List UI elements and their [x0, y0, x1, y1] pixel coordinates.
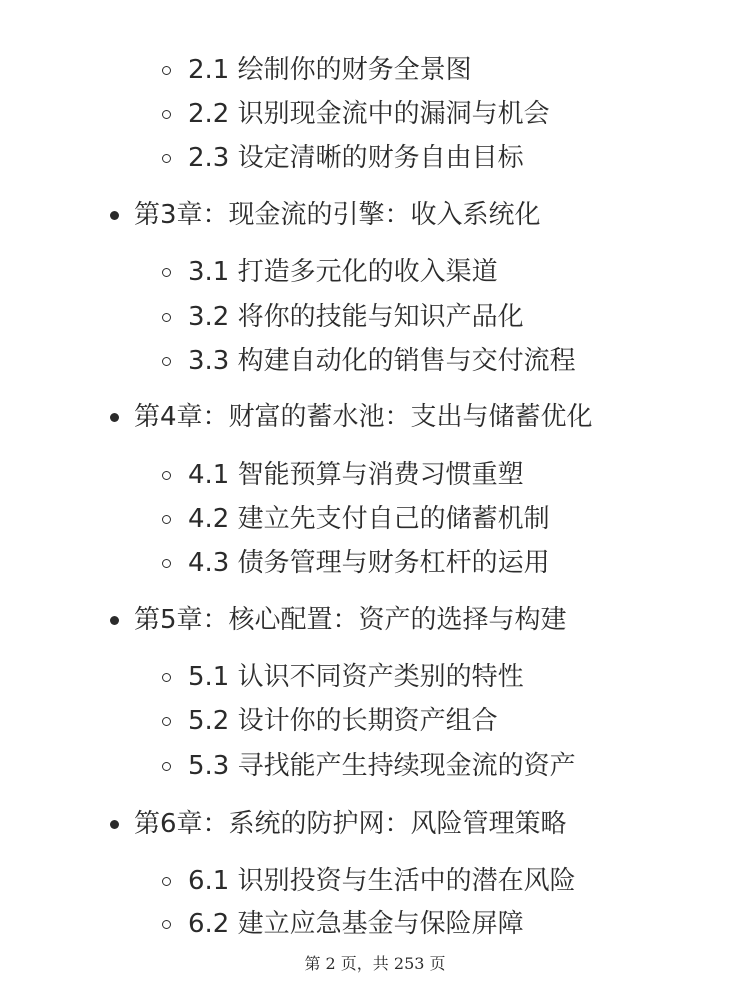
hollow-bullet-icon — [162, 357, 171, 366]
toc-section-3-3 — [188, 348, 576, 374]
toc-chapter-text: 第5章：核心配置：资产的选择与构建 — [134, 605, 567, 635]
hollow-bullet-icon — [162, 268, 171, 277]
toc-section-text: 6.1 识别投资与生活中的潜在风险 — [188, 866, 576, 896]
toc-section-5-3 — [188, 753, 576, 779]
toc-chapter-text: 第4章：财富的蓄水池：支出与储蓄优化 — [134, 402, 593, 432]
toc-section-2-2 — [188, 101, 550, 127]
toc-section-text: 6.2 建立应急基金与保险屏障 — [188, 909, 524, 939]
toc-section-2-1 — [188, 57, 472, 83]
toc-section-text: 3.2 将你的技能与知识产品化 — [188, 302, 524, 332]
hollow-bullet-icon — [162, 515, 171, 524]
toc-chapter-text: 第3章：现金流的引擎：收入系统化 — [134, 200, 541, 230]
toc-section-5-1 — [188, 664, 524, 690]
hollow-bullet-icon — [162, 559, 171, 568]
hollow-bullet-icon — [162, 762, 171, 771]
toc-section-6-2 — [188, 911, 524, 937]
toc-section-3-2 — [188, 304, 524, 330]
toc-section-text: 5.3 寻找能产生持续现金流的资产 — [188, 751, 576, 781]
toc-section-5-2 — [188, 708, 498, 734]
toc-section-4-2 — [188, 506, 550, 532]
hollow-bullet-icon — [162, 66, 171, 75]
toc-section-text: 4.2 建立先支付自己的储蓄机制 — [188, 504, 550, 534]
hollow-bullet-icon — [162, 471, 171, 480]
toc-section-text: 2.2 识别现金流中的漏洞与机会 — [188, 99, 550, 129]
solid-bullet-icon — [110, 413, 119, 422]
hollow-bullet-icon — [162, 313, 171, 322]
toc-chapter-text: 第6章：系统的防护网：风险管理策略 — [134, 809, 567, 839]
toc-section-6-1 — [188, 868, 576, 894]
toc-section-text: 4.3 债务管理与财务杠杆的运用 — [188, 548, 550, 578]
solid-bullet-icon — [110, 211, 119, 220]
toc-section-2-3 — [188, 145, 524, 171]
toc-section-4-1 — [188, 462, 524, 488]
hollow-bullet-icon — [162, 673, 171, 682]
toc-section-text: 2.3 设定清晰的财务自由目标 — [188, 143, 524, 173]
toc-section-text: 5.2 设计你的长期资产组合 — [188, 706, 498, 736]
toc-chapter-4 — [134, 404, 593, 430]
hollow-bullet-icon — [162, 110, 171, 119]
hollow-bullet-icon — [162, 920, 171, 929]
toc-section-text: 2.1 绘制你的财务全景图 — [188, 55, 472, 85]
hollow-bullet-icon — [162, 717, 171, 726]
solid-bullet-icon — [110, 820, 119, 829]
toc-section-3-1 — [188, 259, 498, 285]
page-number-footer: 第 2 页，共 253 页 — [304, 954, 446, 973]
solid-bullet-icon — [110, 616, 119, 625]
toc-section-text: 5.1 认识不同资产类别的特性 — [188, 662, 524, 692]
toc-chapter-6 — [134, 811, 567, 837]
toc-chapter-5 — [134, 607, 567, 633]
toc-section-4-3 — [188, 550, 550, 576]
hollow-bullet-icon — [162, 877, 171, 886]
toc-section-text: 3.3 构建自动化的销售与交付流程 — [188, 346, 576, 376]
toc-section-text: 4.1 智能预算与消费习惯重塑 — [188, 460, 524, 490]
hollow-bullet-icon — [162, 154, 171, 163]
toc-section-text: 3.1 打造多元化的收入渠道 — [188, 257, 498, 287]
toc-chapter-3 — [134, 202, 541, 228]
